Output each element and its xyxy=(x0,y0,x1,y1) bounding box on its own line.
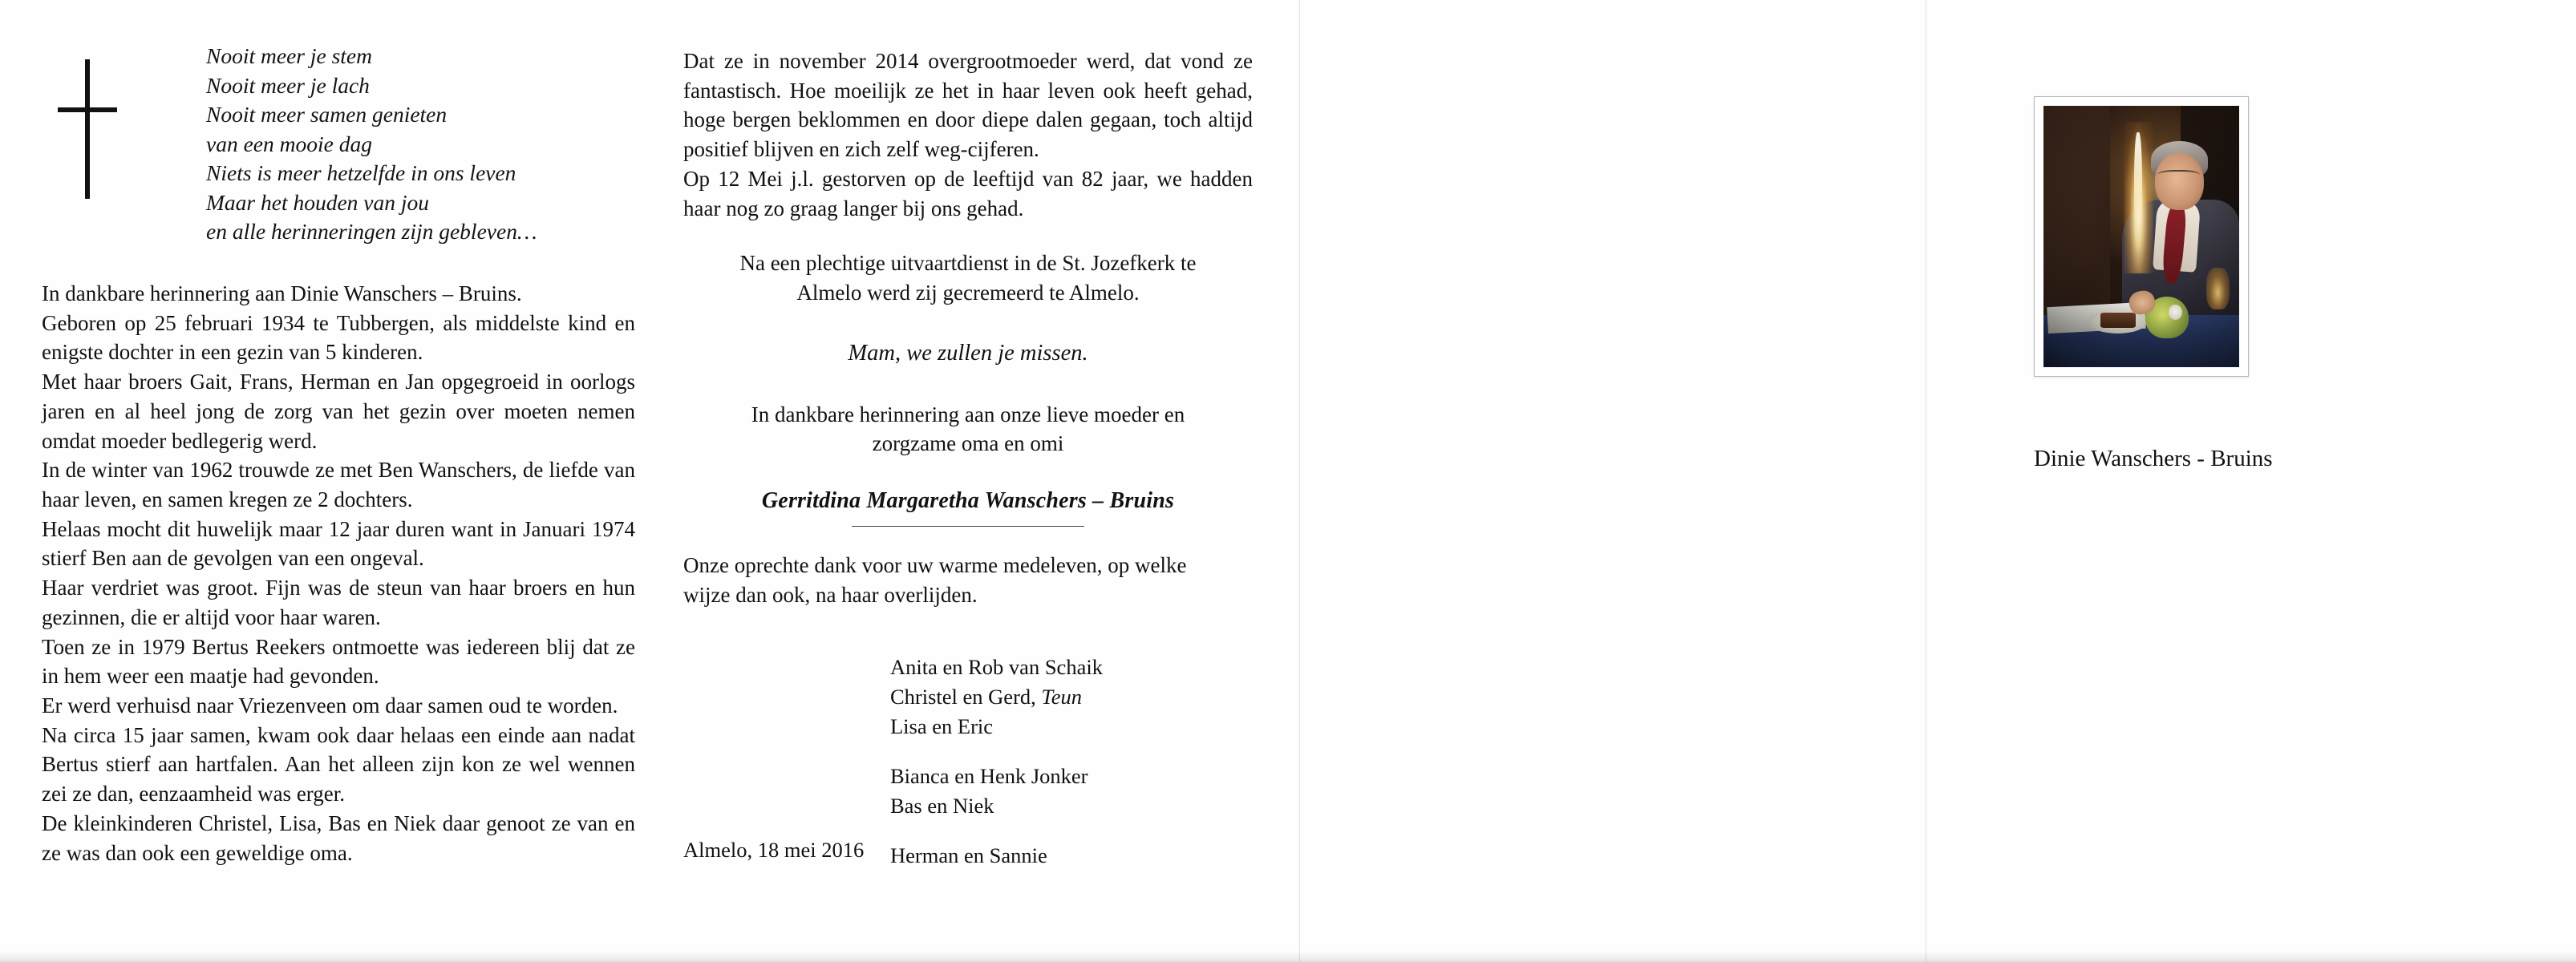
family-group xyxy=(890,841,1253,871)
biography-paragraph: De kleinkinderen Christel, Lisa, Bas en Niek daar genoot ze van en ze was dan ook een geweldige oma. xyxy=(42,810,635,865)
deceased-name-block xyxy=(683,486,1253,527)
poem-line: Maar het houden van jou xyxy=(206,189,430,215)
family-line xyxy=(890,712,1253,742)
biography-paragraph: In dankbare herinnering aan Dinie Wanschers – Bruins. xyxy=(42,281,522,305)
service-line: Almelo werd zij gecremeerd te Almelo. xyxy=(796,281,1140,305)
farewell-text: Mam, we zullen je missen. xyxy=(848,340,1088,366)
dedication-block xyxy=(683,400,1253,459)
family-line-text: Christel en Gerd, xyxy=(890,685,1042,709)
thanks-block xyxy=(683,551,1253,609)
dedication-line: zorgzame oma en omi xyxy=(872,431,1064,456)
middle-column xyxy=(683,46,1253,871)
family-line-text: Lisa en Eric xyxy=(890,713,994,738)
cross-icon xyxy=(42,42,154,202)
dedication-line: In dankbare herinnering aan onze lieve moeder en xyxy=(751,402,1185,426)
family-group xyxy=(890,653,1253,741)
service-info xyxy=(683,249,1253,307)
cross-vertical-bar xyxy=(85,59,90,199)
biography-paragraph: Geboren op 25 februari 1934 te Tubbergen, als middelste kind en enigste dochter in een gezin van 5 kinderen. xyxy=(42,310,635,365)
portrait-photo xyxy=(2043,106,2239,367)
family-line xyxy=(890,791,1253,821)
family-line xyxy=(890,682,1253,712)
poem-line: en alle herinneringen zijn gebleven… xyxy=(206,219,537,245)
poem-line: Niets is meer hetzelfde in ons leven xyxy=(206,160,516,186)
service-line: Na een plechtige uitvaartdienst in de St. Jozefkerk te xyxy=(739,251,1197,276)
family-line xyxy=(890,653,1253,682)
family-line-text: Bianca en Henk Jonker xyxy=(890,764,1088,789)
family-line-italic: Teun xyxy=(1041,685,1082,709)
panel-middle xyxy=(1300,0,1926,962)
biography-paragraph: Na circa 15 jaar samen, kwam ook daar helaas een einde aan nadat Bertus stierf aan hartfalen. Aan het alleen zijn kon ze wel wennen zei ze dan, eenzaamheid was erger. xyxy=(42,722,635,806)
poem-line: Nooit meer samen genieten xyxy=(206,102,448,127)
photo-caption: Dinie Wanschers - Bruins xyxy=(2034,446,2273,471)
biography-paragraph: Met haar broers Gait, Frans, Herman en Jan opgegroeid in oorlogs jaren en al heel jong de zorg van het gezin over moeten nemen omdat moeder bedlegerig werd. xyxy=(42,370,635,453)
biography-paragraph: Helaas mocht dit huwelijk maar 12 jaar duren want in Januari 1974 stierf Ben aan de gevolgen van een ongeval. xyxy=(42,516,635,571)
biography-paragraph: Haar verdriet was groot. Fijn was de steun van haar broers en hun gezinnen, die er altijd voor haar waren. xyxy=(42,576,635,629)
poem-line: van een mooie dag xyxy=(206,131,372,156)
cross-horizontal-bar xyxy=(58,107,117,112)
thanks-line: Onze oprechte dank voor uw warme medeleven, op welke xyxy=(683,553,1187,578)
photo-vignette xyxy=(2043,106,2239,367)
poem-line: Nooit meer je stem xyxy=(206,43,372,68)
family-line-text: Herman en Sannie xyxy=(890,843,1047,868)
deceased-full-name: Gerritdina Margaretha Wanschers – Bruins xyxy=(761,487,1175,513)
family-line-text: Bas en Niek xyxy=(890,793,994,818)
biography-text xyxy=(42,279,635,867)
family-line-text: Anita en Rob van Schaik xyxy=(890,655,1103,680)
page-bottom-shadow xyxy=(0,951,2576,962)
biography-paragraph: Er werd verhuisd naar Vriezenveen om daar samen oud te worden. xyxy=(42,693,618,717)
thanks-line: wijze dan ook, na haar overlijden. xyxy=(683,582,978,607)
name-divider xyxy=(852,526,1084,527)
poem-block xyxy=(206,42,635,247)
middle-paragraph: Dat ze in november 2014 overgrootmoeder werd, dat vond ze fantastisch. Hoe moeilijk ze het in haar leven ook heeft gehad, hoge bergen beklommen en door diepe dalen gegaan, toch altijd positief blijven en zich zelf weg-cijferen. xyxy=(683,49,1253,162)
photo-frame xyxy=(2034,96,2249,377)
left-column xyxy=(42,42,635,867)
biography-paragraph: Toen ze in 1979 Bertus Reekers ontmoette was iedereen blij dat ze in hem weer een maatje had gevonden. xyxy=(42,634,635,689)
panel-right xyxy=(1926,0,2576,962)
family-line xyxy=(890,841,1253,871)
poem-line: Nooit meer je lach xyxy=(206,72,370,98)
family-group xyxy=(890,762,1253,820)
biography-paragraph: In de winter van 1962 trouwde ze met Ben Wanschers, de liefde van haar leven, en samen kregen ze 2 dochters. xyxy=(42,458,635,511)
middle-paragraph: Op 12 Mei j.l. gestorven op de leeftijd van 82 jaar, we hadden haar nog zo graag langer bij ons gehad. xyxy=(683,166,1253,220)
family-line xyxy=(890,762,1253,791)
place-and-date: Almelo, 18 mei 2016 xyxy=(683,838,865,862)
